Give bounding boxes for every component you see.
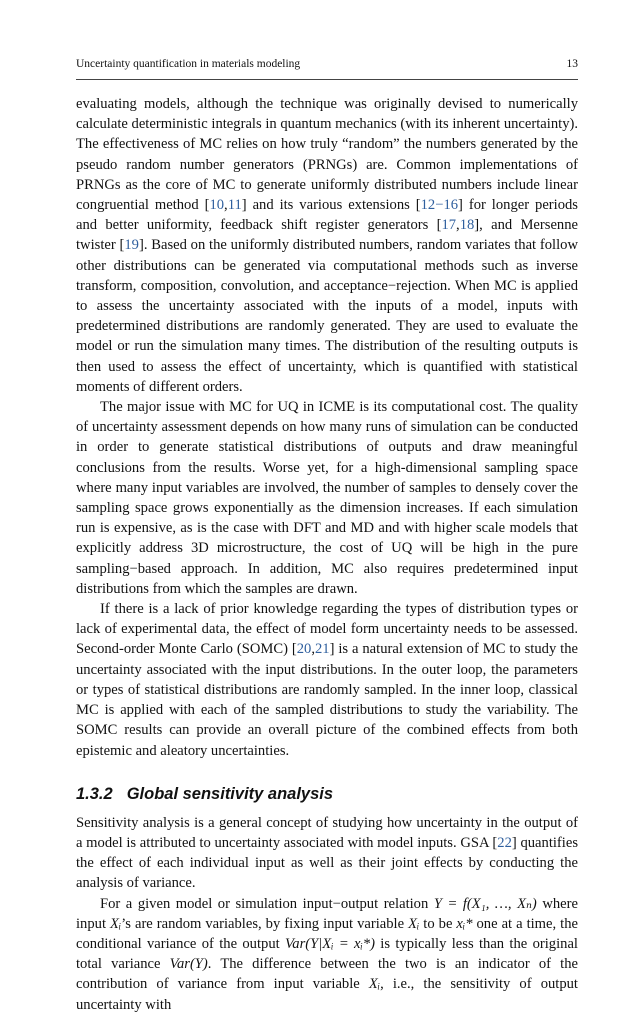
math-variable: xᵢ* xyxy=(456,915,473,932)
citation-link[interactable]: 19 xyxy=(124,237,139,254)
citation-link[interactable]: 20 xyxy=(296,641,312,658)
paragraph-somc: If there is a lack of prior knowledge regarding the types of distribution types or lack of experimental data, the effect of model form uncertainty needs to be assessed. Second-order Monte Carlo (SOMC) [20,21] is a natural extension of MC to study the uncertainty associated with the input distributions. In the outer loop, the parameters or types of statistical distributions are randomly sampled. In the inner loop, classical MC is applied with each of the sampled distributions to study the variability. The SOMC results can provide an overall picture of the combined effects from both epistemic and aleatory uncertainties. xyxy=(76,601,578,759)
paragraph-mc-prngs: evaluating models, although the technique was originally devised to numerically calculate deterministic integrals in quantum mechanics (with its inherent uncertainty). The effectiveness of MC relies on how truly “random” the numbers generated by the pseudo random number generators (PRNGs) are. Common implementations of PRNGs as the core of MC to generate uniformly distributed numbers include linear congruential method [10,11] and its various extensions [12−16] for longer periods and better uniformity, feedback shift register generators [17,18], and Mersenne twister [19]. Based on the uniformly distributed numbers, random variates that follow other distributions can be generated via computational methods such as inverse transform, composition, convolution, and acceptance−rejection. When MC is applied to assess the uncertainty associated with the inputs of a model, inputs with predetermined distributions are randomly generated. They are used to evaluate the model or run the simulation many times. The distribution of the resulting outputs is then used to assess the effect of uncertainty, which is quantified with statistical moments of different orders. xyxy=(76,96,578,395)
paragraph-gsa-intro: Sensitivity analysis is a general concept of studying how uncertainty in the output of a model is attributed to uncertainty associated with model inputs. GSA [22] quantifies the effect of each individual input as well as their joint effects by conducting the analysis of variance. xyxy=(76,814,578,892)
citation-link[interactable]: 11 xyxy=(227,197,242,214)
section-title: Global sensitivity analysis xyxy=(126,784,334,803)
section-heading xyxy=(76,783,578,805)
paragraph-mc-cost: The major issue with MC for UQ in ICME is its computational cost. The quality of uncertainty assessment depends on how many runs of simulation can be conducted in order to generate statistical distributions of outputs and draw meaningful conclusions from the results. Worse yet, for a high-dimensional sampling space where many input variables are involved, the number of samples to densely cover the sampling space grows exponentially as the dimension increases. If each simulation run is expensive, as is the case with DFT and MD and with higher scale models that explicitly address 3D microstructure, the cost of UQ will be high in the pure sampling−based approach. In addition, MC also requires predetermined input distributions from which the samples are drawn. xyxy=(76,399,578,597)
citation-link[interactable]: 12−16 xyxy=(420,197,459,214)
citation-link[interactable]: 17 xyxy=(441,217,457,234)
section-number: 1.3.2 xyxy=(76,784,113,803)
math-expression: Var(Y|Xᵢ = xᵢ*) xyxy=(285,935,375,952)
math-variable: Xᵢ xyxy=(408,915,420,932)
running-title: Uncertainty quantification in materials modeling xyxy=(76,58,301,70)
citation-link[interactable]: 21 xyxy=(314,641,330,658)
math-expression: Var(Y) xyxy=(169,956,208,973)
header-rule xyxy=(76,79,578,80)
math-variable: Xᵢ xyxy=(368,976,381,993)
citation-link[interactable]: 18 xyxy=(459,217,475,234)
page-number: 13 xyxy=(566,58,578,70)
running-header xyxy=(76,58,578,76)
math-variable: Xᵢ xyxy=(110,915,122,932)
paragraph-gsa-variance: For a given model or simulation input−output relation Y = f(X₁, …, Xₙ) where input Xᵢ’s are random variables, by fixing input variable Xᵢ to be xᵢ* one at a time, the conditional variance of the output Var(Y|Xᵢ = xᵢ*) is typically less than the original total variance Var(Y). The difference between the two is an indicator of the contribution of variance from input variable Xᵢ, i.e., the sensitivity of output uncertainty with xyxy=(76,895,578,1013)
citation-link[interactable]: 10 xyxy=(209,197,225,214)
citation-link[interactable]: 22 xyxy=(497,834,512,851)
body-text xyxy=(76,94,578,1015)
math-expression: Y = f(X₁, …, Xₙ) xyxy=(433,895,537,912)
